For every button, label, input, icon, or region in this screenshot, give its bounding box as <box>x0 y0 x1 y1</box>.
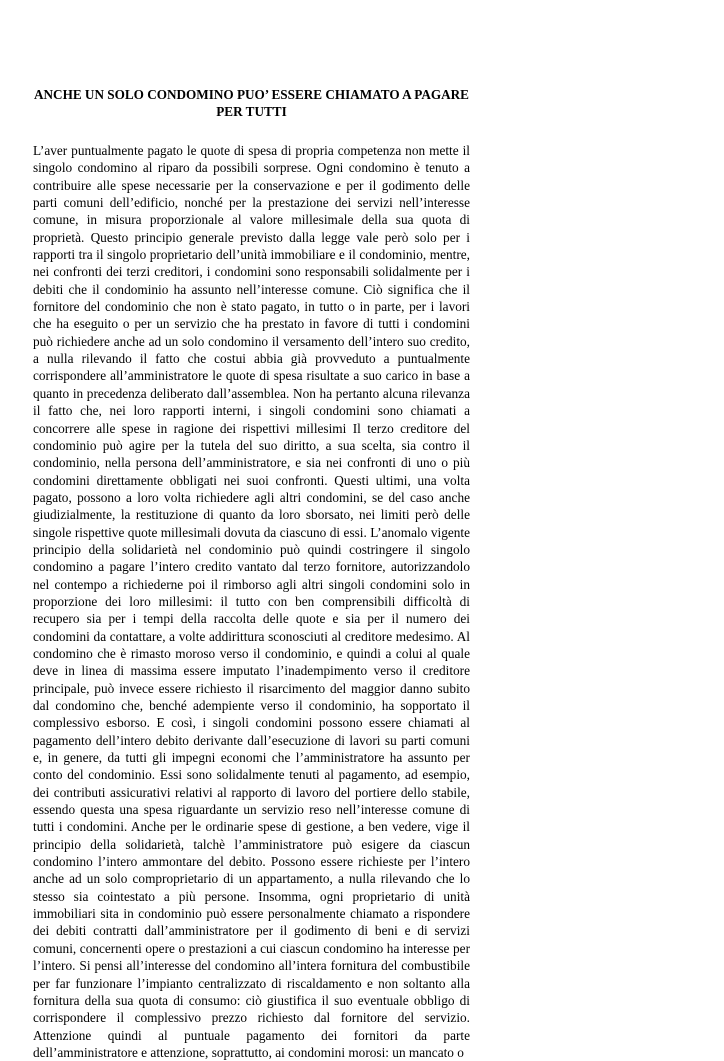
document-page <box>33 86 470 1061</box>
document-title: ANCHE UN SOLO CONDOMINO PUO’ ESSERE CHIAMATO A PAGARE PER TUTTI <box>34 87 469 119</box>
document-body: L’aver puntualmente pagato le quote di spesa di propria competenza non mette il singolo condomino al riparo da possibili sorprese. Ogni condomino è tenuto a contribuire alle spese necessarie per la conservazione e per il godimento delle parti comuni dell’edificio, nonché per la prestazione dei servizi nell’interesse comune, in misura proporzionale al valore millesimale della sua quota di proprietà. Questo principio generale previsto dalla legge vale però solo per i rapporti tra il singolo proprietario dell’unità immobiliare e il condominio, mentre, nei confronti dei terzi creditori, i condomini sono responsabili solidalmente per i debiti che il condominio ha assunto nell’interesse comune. Ciò significa che il fornitore del condominio che non è stato pagato, in tutto o in parte, per i lavori che ha eseguito o per un servizio che ha prestato in favore di tutti i condomini può richiedere anche ad un solo condomino il versamento dell’intero suo credito, a nulla rilevando il fatto che costui abbia già provveduto a puntualmente corrispondere all’amministratore le quote di spesa risultate a suo carico in base a quanto in precedenza deliberato dall’assemblea. Non ha pertanto alcuna rilevanza il fatto che, nei loro rapporti interni, i singoli condomini sono chiamati a concorrere alle spese in ragione dei rispettivi millesimi Il terzo creditore del condominio può agire per la tutela del suo diritto, a sua scelta, sia contro il condominio, nella persona dell’amministratore, e sia nei confronti di uno o più condomini direttamente obbligati nei suoi confronti. Questi ultimi, una volta pagato, possono a loro volta richiedere agli altri condomini, se del caso anche giudizialmente, la restituzione di quanto da loro sborsato, nei limiti però delle singole rispettive quote millesimali dovuta da ciascuno di essi. L’anomalo vigente principio della solidarietà nel condominio può quindi costringere il singolo condomino a pagare l’intero credito vantato dal terzo fornitore, autorizzandolo nel contempo a richiederne poi il rimborso agli altri singoli condomini solo in proporzione dei loro millesimi: il tutto con ben comprensibili difficoltà di recupero sia per i tempi della raccolta delle quote e sia per il numero dei condomini da contattare, a volte addirittura sconosciuti al creditore medesimo. Al condomino che è rimasto moroso verso il condominio, e quindi a colui al quale deve in linea di massima essere imputato l’inadempimento verso il creditore principale, può invece essere richiesto il risarcimento del maggior danno subito dal condomino che, benché adempiente verso il condominio, ha sopportato il complessivo esborso. E così, i singoli condomini possono essere chiamati al pagamento dell’intero debito derivante dall’esecuzione di lavori su parti comuni e, in genere, da tutti gli impegni economi che l’amministratore ha assunto per conto del condominio. Essi sono solidalmente tenuti al pagamento, ad esempio, dei contributi assicurativi relativi al rapporto di lavoro del portiere dello stabile, essendo questa una spesa riguardante un servizio reso nell’interesse comune di tutti i condomini. Anche per le ordinarie spese di gestione, a ben vedere, vige il principio della solidarietà, talchè l’amministratore può esigere da ciascun condomino l’intero ammontare del debito. Possono essere richieste per l’intero anche ad un solo comproprietario di un appartamento, a nulla rilevando che lo stesso sia cointestato a più persone. Insomma, ogni proprietario di unità immobiliari sita in condominio può essere personalmente chiamato a rispondere dei debiti contratti dall’amministratore per il godimento di beni e di servizi comuni, concernenti opere o prestazioni a cui ciascun condomino ha interesse per l’intero. Si pensi all’interesse del condomino all’intera fornitura del combustibile per far funzionare l’impianto centralizzato di riscaldamento e non soltanto alla fornitura della sua quota di consumo: ciò giustifica il suo eventuale obbligo di corrispondere il complessivo prezzo richiesto dal fornitore del servizio. Attenzione quindi al puntuale pagamento dei fornitori da parte dell’amministratore e attenzione, soprattutto, ai condomini morosi: un mancato o <box>33 143 470 1060</box>
